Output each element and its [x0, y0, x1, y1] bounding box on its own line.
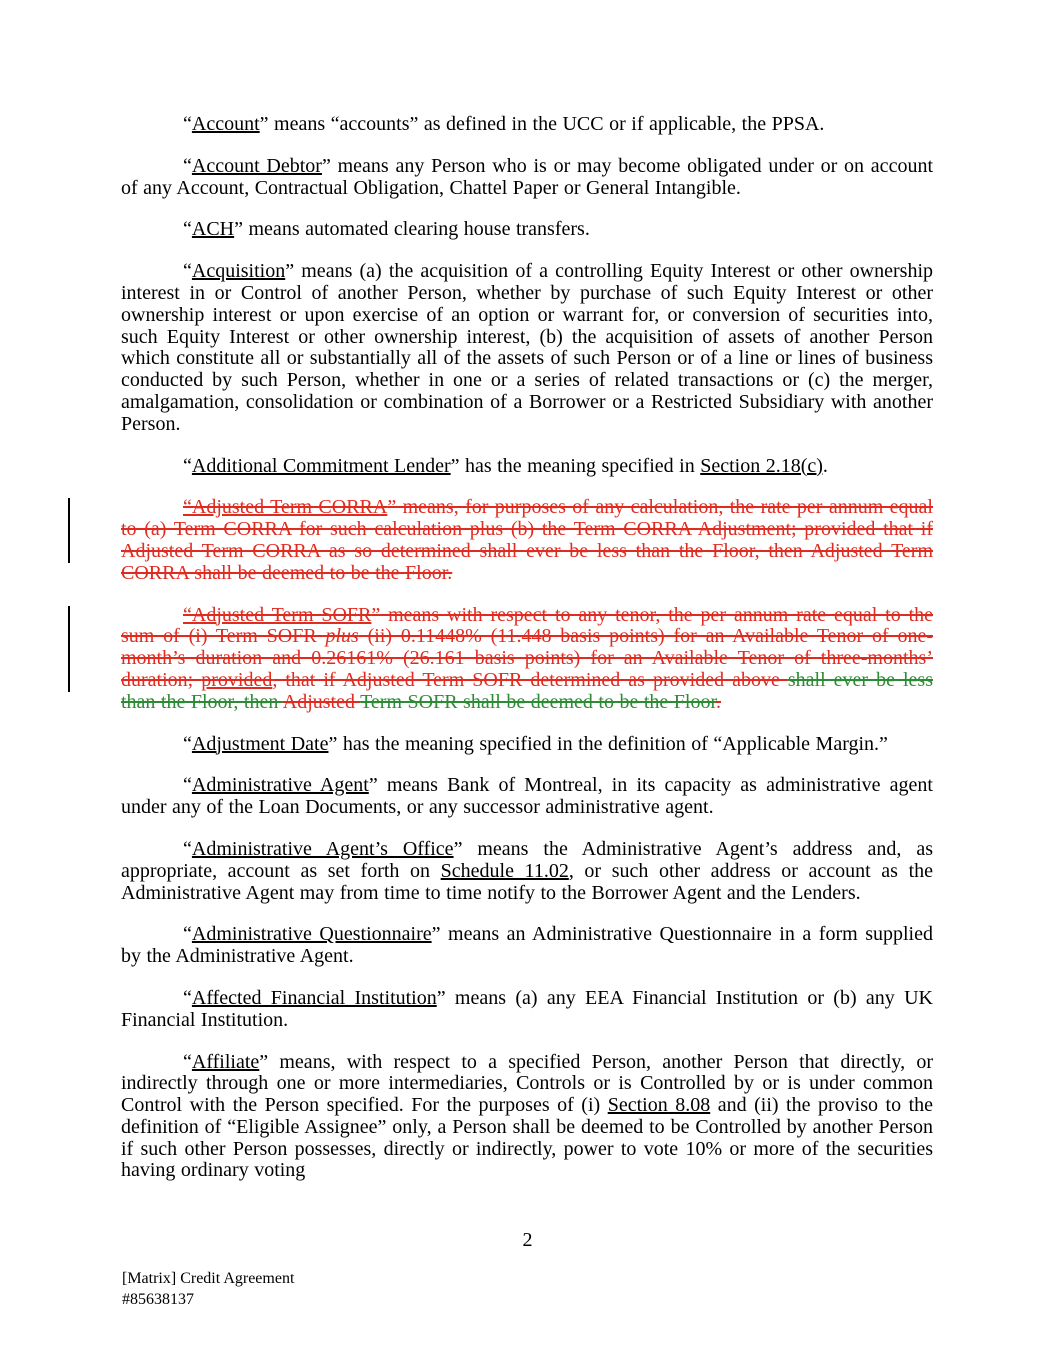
change-bar — [68, 606, 70, 692]
page-number: 2 — [522, 1229, 533, 1251]
footer-doc-title: [Matrix] Credit Agreement — [122, 1270, 295, 1287]
document-footer — [122, 1268, 294, 1310]
definition-block-administrative-agents-office — [121, 839, 933, 904]
definition-adjusted-term-corra-deleted: “Adjusted Term CORRA” means, for purposes of any calculation, the rate per annum equal to (a) Term CORRA for such calculation plus (b) the Term CORRA Adjustment; provided that if Adjusted Term CORRA as so determined shall ever be less than the Floor, then Adjusted Term CORRA shall be deemed to be the Floor. — [121, 496, 933, 584]
definition-block-administrative-questionnaire — [121, 924, 933, 968]
definition-account: “Account” means “accounts” as defined in the UCC or if applicable, the PPSA. — [183, 113, 825, 135]
definition-ach: “ACH” means automated clearing house transfers. — [183, 218, 590, 241]
definitions-section — [121, 114, 933, 1202]
definition-block-account-debtor — [121, 156, 933, 200]
definition-block-administrative-agent — [121, 775, 933, 819]
definition-block-additional-commitment-lender — [121, 456, 933, 478]
footer-doc-id: #85638137 — [122, 1291, 194, 1308]
change-bar — [68, 498, 70, 562]
definition-account-debtor: “Account Debtor” means any Person who is or may become obligated under or on account of any Account, Contractual Obligation, Chattel Paper or General Intangible. — [121, 154, 933, 199]
definition-affiliate: “Affiliate” means, with respect to a specified Person, another Person that directly, or indirectly through one or more intermediaries, Controls or is Controlled by or is under common Control with the Person specified. For the purposes of (i) Section 8.08 and (ii) the proviso to the definition of “Eligible Assignee” only, a Person shall be deemed to be Controlled by another Person if such other Person possesses, directly or indirectly, power to vote 10% or more of the securities having ordinary voting — [121, 1050, 934, 1182]
definition-block-affiliate — [121, 1052, 933, 1183]
definition-acquisition: “Acquisition” means (a) the acquisition of a controlling Equity Interest or other ownership interest in or Control of another Person, whether by purchase of such Equity Interest or other ownership interest or upon exercise of an option or warrant for, or conversion of securities into, such Equity Interest or other ownership interest, (b) the acquisition of assets of another Person which constitute all or substantially all of the assets of such Person or of a line or lines of business conducted by such Person, whether in one or a series of related transactions or (c) the merger, amalgamation, consolidation or combination of a Borrower or a Restricted Subsidiary with another Person. — [121, 260, 933, 435]
definition-adjustment-date: “Adjustment Date” has the meaning specified in the definition of “Applicable Margin.” — [183, 732, 888, 755]
tracked-change-block-adjusted-term-corra — [121, 497, 933, 584]
definition-block-acquisition — [121, 261, 933, 435]
definition-affected-financial-institution: “Affected Financial Institution” means (a) any EEA Financial Institution or (b) any UK Financial Institution. — [121, 986, 933, 1031]
definition-block-affected-financial-institution — [121, 988, 933, 1032]
definition-additional-commitment-lender: “Additional Commitment Lender” has the meaning specified in Section 2.18(c). — [183, 454, 828, 477]
definition-administrative-agents-office: “Administrative Agent’s Office” means the Administrative Agent’s address and, as appropriate, account as set forth on Schedule 11.02, or such other address or account as the Administrative Agent may from time to time notify to the Borrower Agent and the Lenders. — [121, 837, 933, 904]
definition-adjusted-term-sofr-deleted: “Adjusted Term SOFR” means with respect to any tenor, the per annum rate equal to the sum of (i) Term SOFR plus (ii) 0.11448% (11.448 basis points) for an Available Tenor of one-month’s duration and 0.26161% (26.161 basis points) for an Available Tenor of three-months’ duration; provided, that if Adjusted Term SOFR determined as provided above shall ever be less than the Floor, then Adjusted Term SOFR shall be deemed to be the Floor. — [121, 603, 934, 713]
definition-block-adjustment-date — [121, 734, 933, 756]
tracked-change-block-adjusted-term-sofr — [121, 605, 933, 714]
definition-block-account — [121, 114, 933, 136]
definition-administrative-questionnaire: “Administrative Questionnaire” means an Administrative Questionnaire in a form supplied by the Administrative Agent. — [121, 923, 933, 968]
definition-administrative-agent: “Administrative Agent” means Bank of Montreal, in its capacity as administrative agent under any of the Loan Documents, or any successor administrative agent. — [121, 774, 933, 819]
definition-block-ach — [121, 219, 933, 241]
